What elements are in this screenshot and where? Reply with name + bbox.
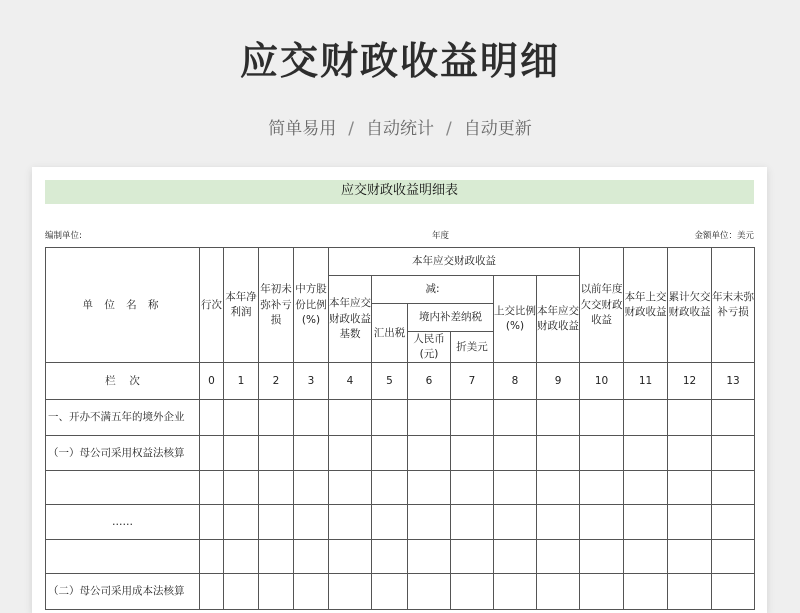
header-owed: 累计欠交财政收益 [668,248,712,363]
header-net-profit: 本年净利润 [224,248,259,363]
header-usd: 折美元 [451,332,494,363]
header-minus: 减: [372,276,494,304]
spreadsheet-preview [32,167,767,613]
header-unit-name: 单 位 名 称 [46,248,200,363]
header-paid: 本年上交财政收益 [624,248,668,363]
col-index-cell: 2 [259,363,294,400]
table-row [46,471,755,505]
page-title: 应交财政收益明细 [239,39,560,83]
col-index-cell: 10 [580,363,624,400]
col-index-label: 栏 次 [46,363,200,400]
col-index-cell: 4 [329,363,372,400]
tag-easy: 简单易用 [268,119,337,139]
row-label: （一）母公司采用权益法核算 [46,436,200,471]
meta-year: 年度 [432,231,450,241]
row-label: （二）母公司采用成本法核算 [46,574,200,610]
header-domestic-tax: 境内补差纳税 [408,304,494,332]
table-row [46,436,755,471]
col-index-cell: 8 [494,363,537,400]
income-detail-table [45,247,755,610]
header-base: 本年应交财政收益基数 [329,276,372,363]
header-current-due: 本年应交财政收益 [537,276,580,363]
col-index-cell: 1 [224,363,259,400]
table-row [46,574,755,610]
table-row [46,540,755,574]
header-current-group: 本年应交财政收益 [329,248,580,276]
feature-tagline [0,114,800,139]
meta-compiler: 编制单位: [45,231,82,241]
row-label: 一、开办不满五年的境外企业 [46,400,200,436]
header-rmb: 人民币(元) [408,332,451,363]
tag-auto-update: 自动更新 [463,119,532,139]
row-label [46,471,200,505]
col-index-cell: 6 [408,363,451,400]
row-label: …… [46,505,200,540]
sheet-title: 应交财政收益明细表 [45,180,754,204]
tag-auto-stats: 自动统计 [366,119,434,139]
tag-separator: / [348,119,354,139]
header-deficit-end: 年末未弥补亏损 [712,248,755,363]
table-row [46,505,755,540]
header-ratio: 上交比例(%) [494,276,537,363]
meta-currency-unit: 金额单位：美元 [694,231,754,241]
header-remit-tax: 汇出税 [372,304,408,363]
col-index-cell: 3 [294,363,329,400]
col-index-cell: 12 [668,363,712,400]
tag-separator: / [446,119,452,139]
table-row [46,400,755,436]
col-index-cell: 11 [624,363,668,400]
header-deficit-start: 年初未弥补亏损 [259,248,294,363]
header-prior-due: 以前年度欠交财政收益 [580,248,624,363]
header-share-ratio: 中方股份比例(%) [294,248,329,363]
col-index-cell: 5 [372,363,408,400]
col-index-cell: 13 [712,363,755,400]
header-line-no: 行次 [200,248,224,363]
col-index-cell: 7 [451,363,494,400]
col-index-cell: 9 [537,363,580,400]
col-index-cell: 0 [200,363,224,400]
row-label [46,540,200,574]
